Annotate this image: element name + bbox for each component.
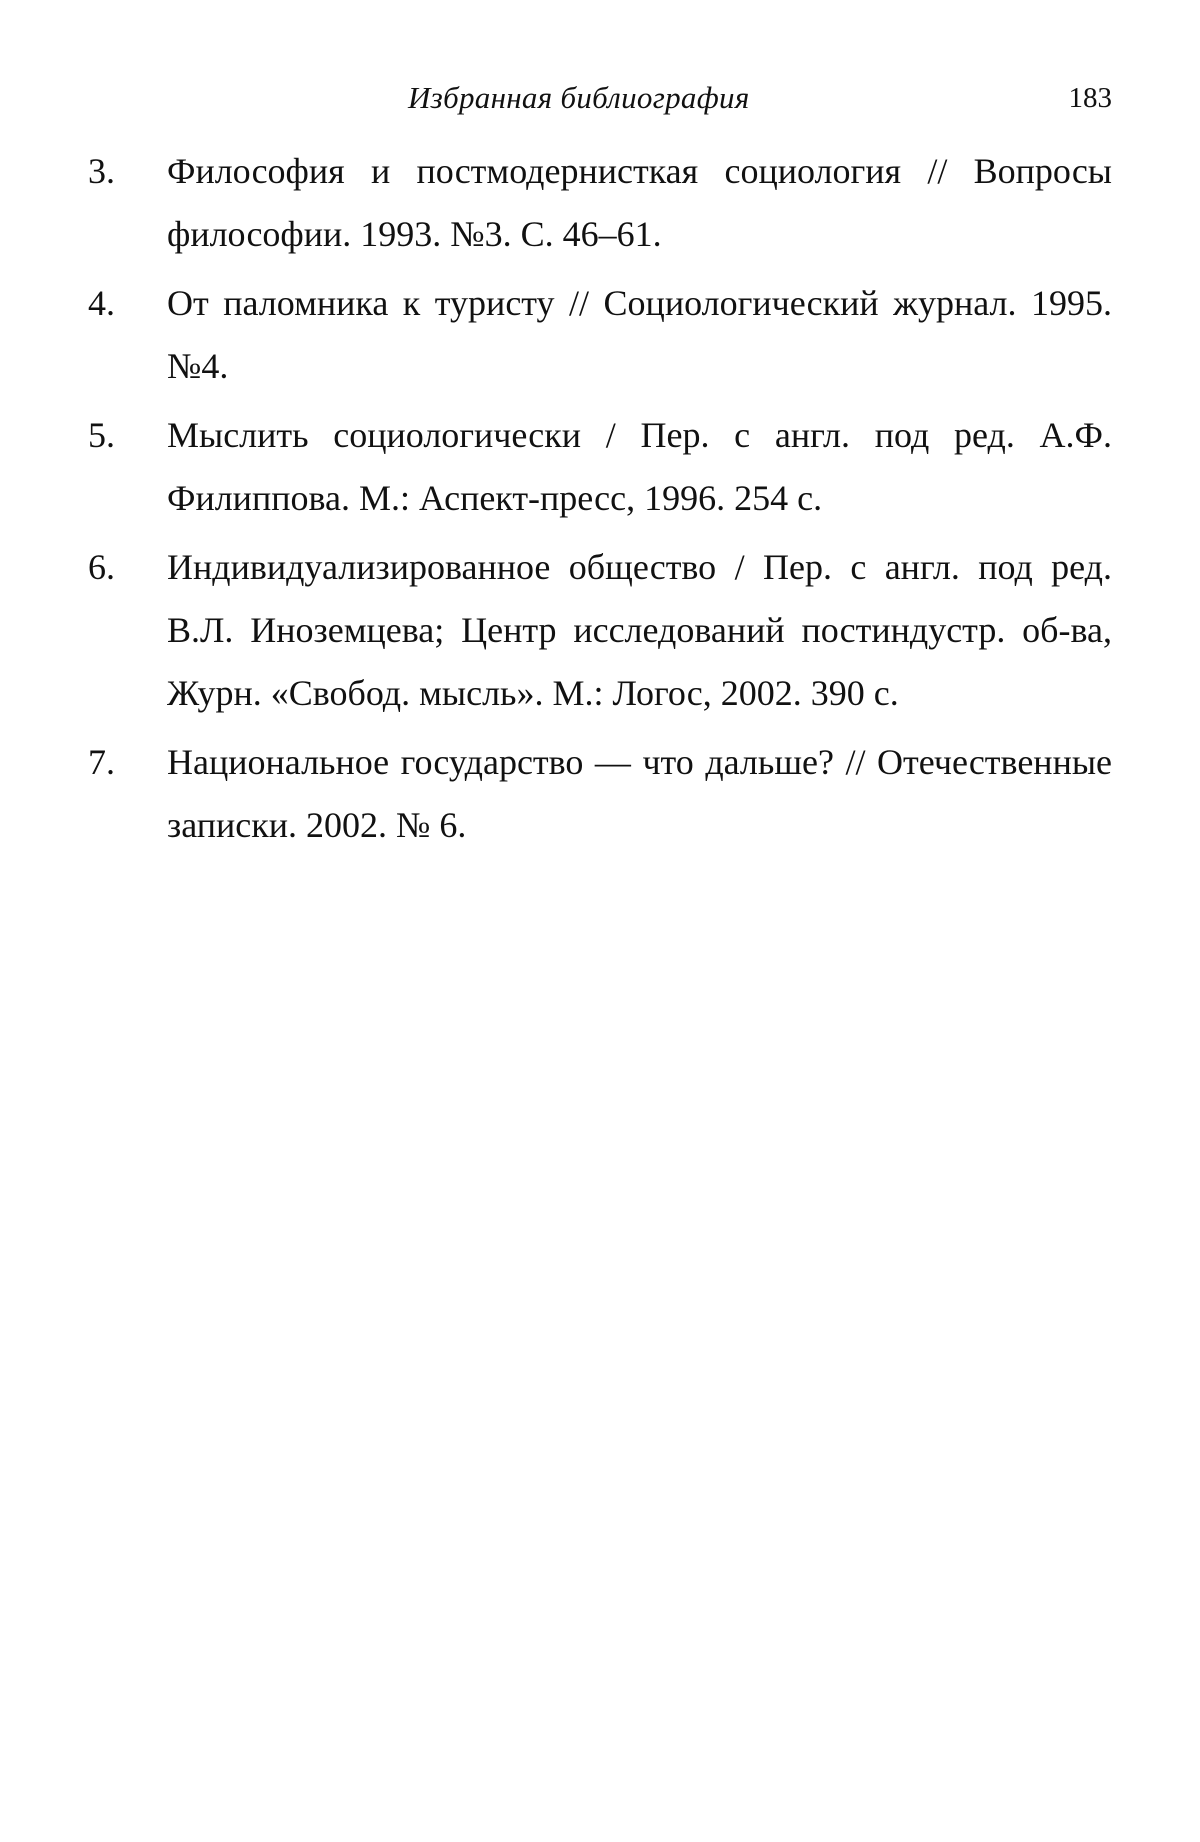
bibliography-item-number: 6. <box>88 547 115 587</box>
bibliography-list <box>88 140 1112 863</box>
running-head <box>0 80 1200 120</box>
bibliography-item <box>88 404 1112 530</box>
bibliography-item <box>88 536 1112 725</box>
bibliography-item-number: 7. <box>88 742 115 782</box>
bibliography-item-number: 5. <box>88 415 115 455</box>
running-title: Избранная библиография <box>408 80 750 115</box>
bibliography-item-text: Индивидуализированное общество / Пер. с англ. под ред. В.Л. Иноземцева; Центр исследований постиндустр. об-ва, Журн. «Свобод. мысль». М.: Логос, 2002. 390 с. <box>167 547 1112 713</box>
bibliography-item <box>88 140 1112 266</box>
page-number: 183 <box>1068 82 1112 114</box>
bibliography-item-text: Философия и постмодернисткая социология // Вопросы философии. 1993. №3. С. 46–61. <box>167 151 1112 254</box>
bibliography-item-number: 4. <box>88 283 115 323</box>
bibliography-item <box>88 731 1112 857</box>
bibliography-item-text: От паломника к туристу // Социологический журнал. 1995. №4. <box>167 283 1112 386</box>
bibliography-item-text: Национальное государство — что дальше? // Отечественные записки. 2002. № 6. <box>167 742 1112 845</box>
bibliography-item <box>88 272 1112 398</box>
bibliography-item-number: 3. <box>88 151 115 191</box>
bibliography-item-text: Мыслить социологически / Пер. с англ. под ред. А.Ф. Филиппова. М.: Аспект-пресс, 1996. 254 с. <box>167 415 1112 518</box>
